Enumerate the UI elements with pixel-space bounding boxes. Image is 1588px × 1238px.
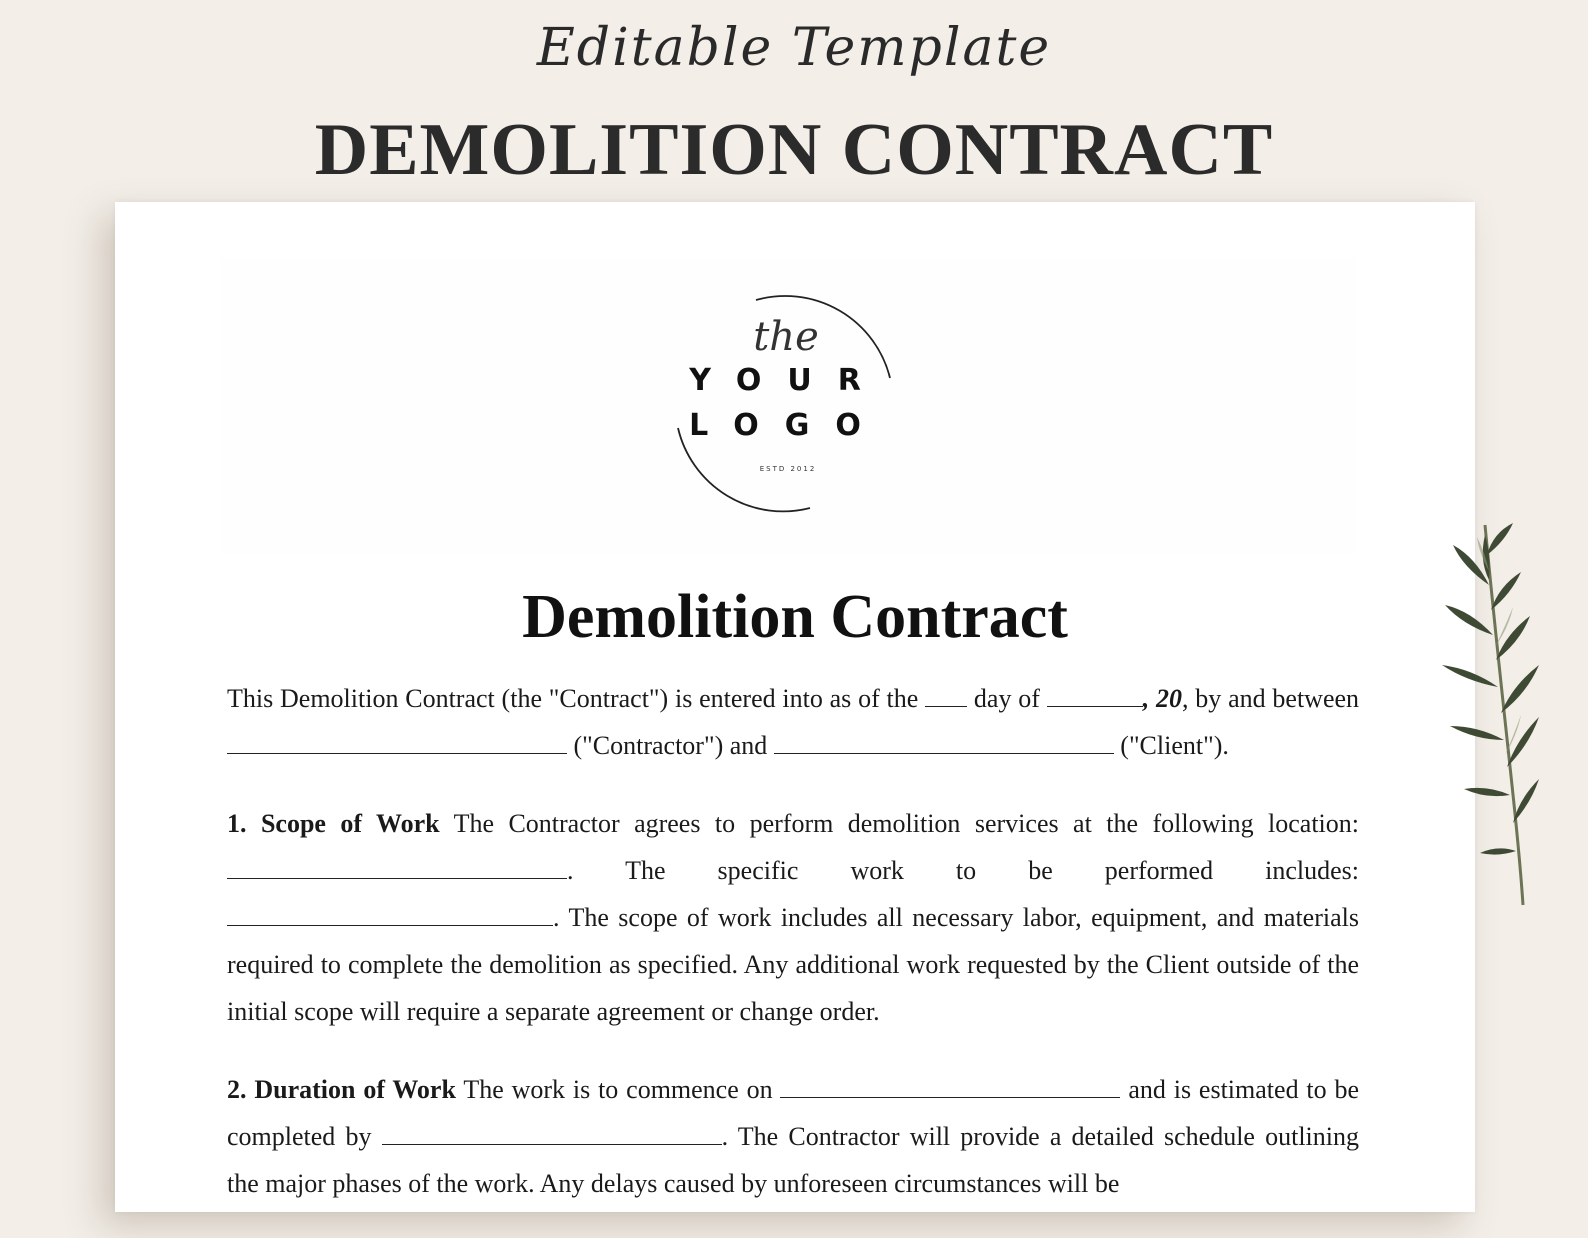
section1-text-2: . The specific work to be performed includes:	[567, 856, 1359, 885]
logo-line2: LOGO	[689, 408, 887, 443]
intro-text-4: ("Contractor") and	[573, 731, 768, 760]
work-description-blank[interactable]	[227, 903, 553, 926]
document-title: Demolition Contract	[522, 583, 1068, 651]
completion-date-blank[interactable]	[382, 1122, 722, 1145]
intro-text-3: , by and between	[1182, 684, 1360, 713]
document-page	[115, 202, 1475, 1212]
intro-paragraph	[227, 675, 1359, 769]
section2-text-1: The work is to commence on	[463, 1075, 773, 1104]
start-date-blank[interactable]	[780, 1075, 1120, 1098]
intro-text-1: This Demolition Contract (the "Contract") is entered into as of the	[227, 684, 919, 713]
section-duration-of-work	[227, 1066, 1359, 1207]
logo-estd: ESTD 2012	[759, 465, 817, 473]
logo-area	[221, 258, 1356, 554]
day-blank[interactable]	[925, 684, 967, 707]
script-heading: Editable Template	[536, 18, 1052, 78]
intro-text-2: day of	[973, 684, 1040, 713]
client-name-blank[interactable]	[774, 731, 1114, 754]
section1-text-3: . The scope of work includes all necessary labor, equipment, and materials required to complete the demolition as specified. Any additional work requested by the Client outside of the initial scope will require a separate agreement or change order.	[227, 903, 1359, 1026]
intro-year: , 20	[1142, 684, 1182, 713]
logo	[668, 278, 908, 518]
intro-text-5: ("Client").	[1120, 731, 1229, 760]
section2-heading: 2. Duration of Work	[227, 1075, 456, 1104]
month-blank[interactable]	[1047, 684, 1143, 707]
section1-text-1: The Contractor agrees to perform demolition services at the following location:	[453, 809, 1359, 838]
logo-line1: YOUR	[689, 363, 887, 398]
section2-text-3: . The Contractor will provide a detailed schedule outlining the major phases of the work. Any delays caused by unforeseen circumstances will be	[227, 1122, 1360, 1198]
location-blank[interactable]	[227, 856, 567, 879]
section2-text-2: and is estimated to be completed by	[227, 1075, 1360, 1151]
main-heading: DEMOLITION CONTRACT	[314, 109, 1274, 191]
document-body	[227, 675, 1359, 1238]
section1-heading: 1. Scope of Work	[227, 809, 440, 838]
rosemary-sprig-image	[1425, 515, 1560, 915]
section-scope-of-work	[227, 800, 1359, 1035]
logo-the: the	[753, 314, 819, 360]
contractor-name-blank[interactable]	[227, 731, 567, 754]
